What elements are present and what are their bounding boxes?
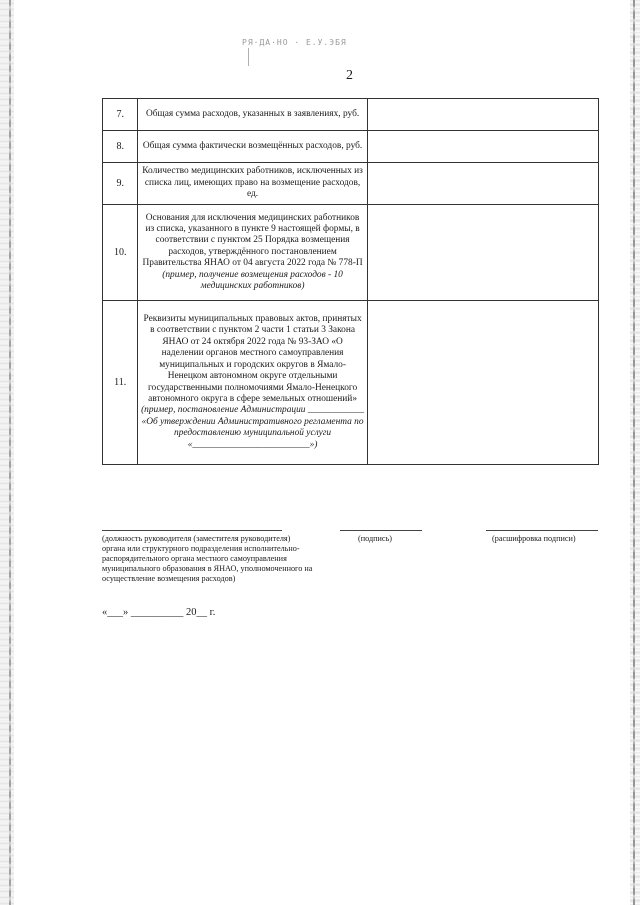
row-value-cell[interactable]	[367, 131, 598, 163]
table-row	[103, 131, 599, 163]
row-description	[138, 99, 367, 131]
row-description	[138, 131, 367, 163]
row-number: 10.	[103, 205, 138, 301]
row-number: 9.	[103, 163, 138, 205]
table-row	[103, 301, 599, 465]
scan-edge-right	[630, 0, 640, 905]
form-table	[102, 98, 599, 465]
row-text: Реквизиты муниципальных правовых актов, принятых в соответствии с пунктом 2 части 1 статьи 3 Закона ЯНАО от 24 октября 2022 года № 93-ЗАО «О наделении органов местного самоуправления муниципальных и городских округов в Ямало-Ненецком автономном округе отдельными государственными полномочиями Ямало-Ненецкого автономного округа в сфере земельных отношений»	[143, 314, 362, 404]
row-description	[138, 301, 367, 465]
table-row	[103, 163, 599, 205]
position-caption: (должность руководителя (заместителя руководителя) органа или структурного подразделения исполнительно-распорядительного органа местного самоуправления муниципального образования в ЯНАО, уполномоченного на осуществление возмещения расходов)	[102, 534, 313, 583]
row-text: Количество медицинских работников, исключенных из списка лиц, имеющих право на возмещение расходов, ед.	[142, 166, 363, 200]
table-row	[103, 99, 599, 131]
date-field[interactable]: «___» __________ 20__ г.	[102, 607, 216, 618]
row-number: 11.	[103, 301, 138, 465]
stamp-mark	[248, 48, 249, 66]
table-row	[103, 205, 599, 301]
row-text: Основания для исключения медицинских работников из списка, указанного в пункте 9 настоящей формы, в соответствии с пунктом 25 Порядка возмещения расходов, утверждённого постановлением Правительства ЯНАО от 04 августа 2022 года № 778-П	[142, 212, 363, 269]
row-text: Общая сумма фактически возмещённых расходов, руб.	[142, 140, 363, 151]
row-description	[138, 163, 367, 205]
row-value-cell[interactable]	[367, 163, 598, 205]
signature-caption: (подпись)	[358, 534, 392, 543]
row-example-note: (пример, постановление Администрации ____________ «Об утверждении Административного регламента по предоставлению муниципальной услуги «_________________________»)	[141, 405, 365, 450]
row-text: Общая сумма расходов, указанных в заявлениях, руб.	[145, 108, 360, 119]
row-description	[138, 205, 367, 301]
row-number: 7.	[103, 99, 138, 131]
row-number: 8.	[103, 131, 138, 163]
row-value-cell[interactable]	[367, 301, 598, 465]
position-signature-line	[102, 530, 282, 531]
row-value-cell[interactable]	[367, 99, 598, 131]
decoding-signature-line	[486, 530, 598, 531]
scan-edge-left	[0, 0, 14, 905]
row-example-note: (пример, получение возмещения расходов - 10 медицинских работников)	[162, 269, 343, 292]
page-number: 2	[346, 68, 353, 83]
registration-stamp: РЯ·ДА·НО · Е.У.ЭБЯ	[242, 38, 347, 47]
decoding-caption: (расшифровка подписи)	[492, 534, 576, 543]
row-value-cell[interactable]	[367, 205, 598, 301]
signature-line	[340, 530, 422, 531]
